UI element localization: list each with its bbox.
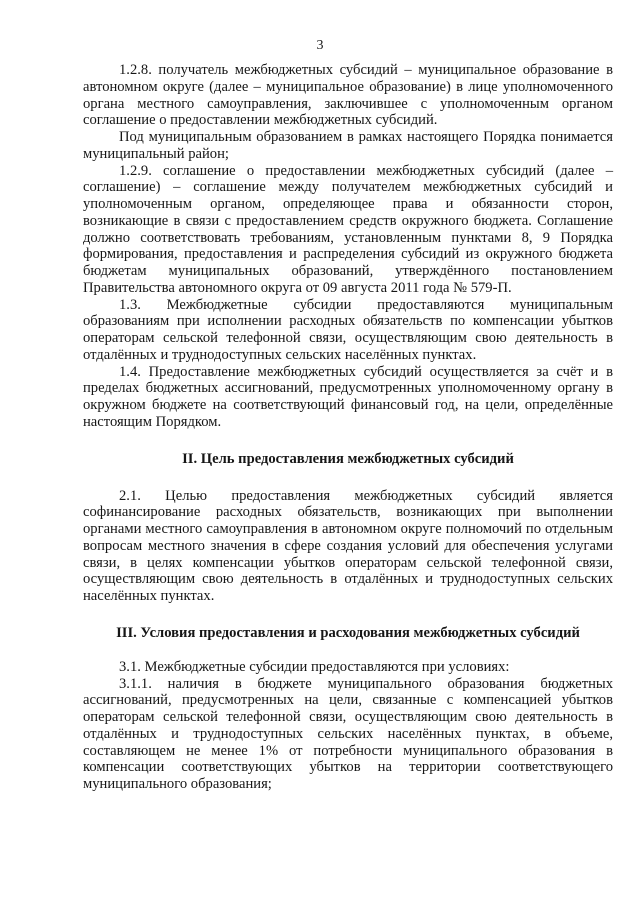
paragraph-1-2-8: 1.2.8. получатель межбюджетных субсидий – муниципальное образование в автономном округе (далее – муниципальное образование) в лице уполномоченного органа местного самоуправления, заключившее с уполномоченным органом соглашение о предоставлении межбюджетных субсидий.	[83, 62, 613, 129]
paragraph-3-1: 3.1. Межбюджетные субсидии предоставляются при условиях:	[119, 658, 510, 675]
paragraph-municipal-definition: Под муниципальным образованием в рамках настоящего Порядка понимается муниципальный район;	[83, 129, 613, 162]
page-number: 3	[316, 38, 324, 53]
paragraph-3-1-1: 3.1.1. наличия в бюджете муниципального образования бюджетных ассигнований, предусмотренных на цели, связанные с компенсацией убытков операторам сельской телефонной связи, осуществляющим свою деятельность в отдалённых и труднодоступных сельских населённых пунктах, в объеме, составляющем не менее 1% от потребности муниципального образования в компенсации соответствующих убытков на территории соответствующего муниципального образования;	[83, 675, 613, 792]
paragraph-1-4: 1.4. Предоставление межбюджетных субсидий осуществляется за счёт и в пределах бюджетных ассигнований, предусмотренных уполномоченному органу в окружном бюджете на соответствующий финансовый год, на цели, определённые настоящим Порядком.	[83, 363, 613, 430]
document-body	[83, 62, 613, 793]
section-2-heading: II. Цель предоставления межбюджетных субсидий	[182, 450, 514, 467]
paragraph-1-3: 1.3. Межбюджетные субсидии предоставляются муниципальным образованиям при исполнении расходных обязательств по компенсации убытков операторам сельской телефонной связи, осуществляющим свою деятельность в отдалённых и труднодоступных сельских населённых пунктах.	[83, 296, 613, 363]
paragraph-1-2-9: 1.2.9. соглашение о предоставлении межбюджетных субсидий (далее – соглашение) – соглашение между получателем межбюджетных субсидий и уполномоченным органом, определяющее права и обязанности сторон, возникающие в связи с предоставлением средств окружного бюджета. Соглашение должно соответствовать требованиям, установленным пунктами 8, 9 Порядка формирования, предоставления и распределения субсидий из окружного бюджета бюджетам муниципальных образований, утверждённого постановлением Правительства автономного округа от 09 августа 2011 года № 579-П.	[83, 162, 613, 296]
section-3-heading: III. Условия предоставления и расходования межбюджетных субсидий	[116, 624, 580, 641]
paragraph-2-1: 2.1. Целью предоставления межбюджетных субсидий является софинансирование расходных обязательств, возникающих при выполнении органами местного самоуправления в автономном округе полномочий по отдельным вопросам местного значения в сфере создания условий для обеспечения услугами связи, в целях компенсации убытков операторам сельской телефонной связи, осуществляющим свою деятельность в отдалённых и труднодоступных сельских населённых пунктах.	[83, 487, 613, 604]
